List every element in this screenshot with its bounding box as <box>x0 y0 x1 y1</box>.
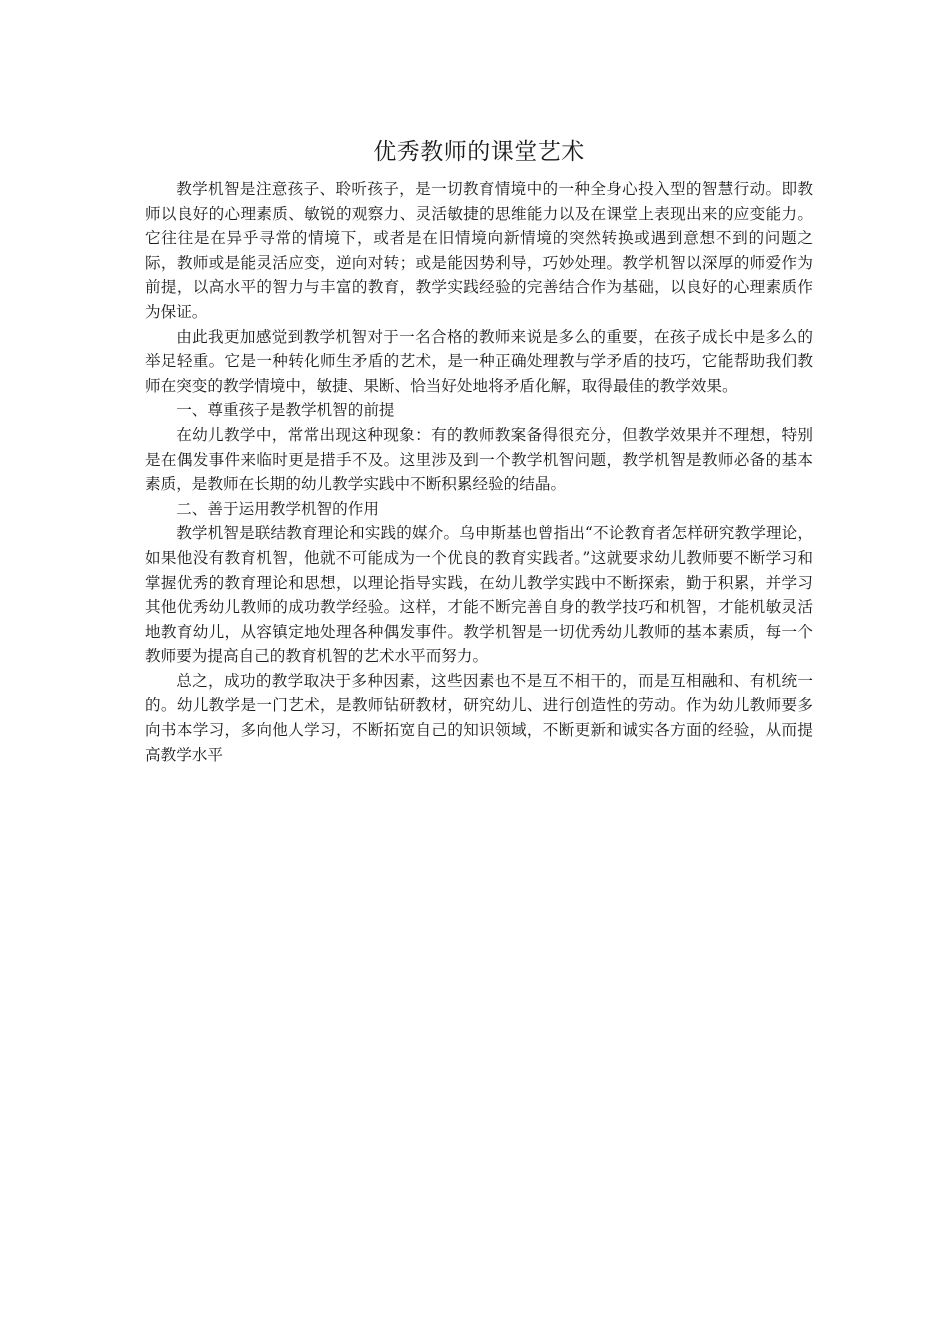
paragraph-5: 总之，成功的教学取决于多种因素，这些因素也不是互不相干的，而是互相融和、有机统一的。幼儿教学是一门艺术，是教师钻研教材，研究幼儿、进行创造性的劳动。作为幼儿教师要多向书本学习，多向他人学习，不断拓宽自己的知识领域，不断更新和诚实各方面的经验，从而提高教学水平 <box>145 671 813 764</box>
section-heading-2: 二、善于运用教学机智的作用 <box>176 499 379 518</box>
paragraph-2: 由此我更加感觉到教学机智对于一名合格的教师来说是多么的重要，在孩子成长中是多么的举足轻重。它是一种转化师生矛盾的艺术，是一种正确处理教与学矛盾的技巧，它能帮助我们教师在突变的教学情境中，敏捷、果断、恰当好处地将矛盾化解，取得最佳的教学效果。 <box>145 327 813 395</box>
paragraph-3: 在幼儿教学中，常常出现这种现象：有的教师教案备得很充分，但教学效果并不理想，特别是在偶发事件来临时更是措手不及。这里涉及到一个教学机智问题，教学机智是教师必备的基本素质，是教师在长期的幼儿教学实践中不断积累经验的结晶。 <box>145 425 813 494</box>
section-heading-1: 一、尊重孩子是教学机智的前提 <box>176 401 395 420</box>
document-page <box>145 135 813 767</box>
document-title: 优秀教师的课堂艺术 <box>373 139 585 165</box>
paragraph-1: 教学机智是注意孩子、聆听孩子，是一切教育情境中的一种全身心投入型的智慧行动。即教师以良好的心理素质、敏锐的观察力、灵活敏捷的思维能力以及在课堂上表现出来的应变能力。它往往是在异乎寻常的情境下，或者是在旧情境向新情境的突然转换或遇到意想不到的问题之际，教师或是能灵活应变，逆向对转；或是能因势利导，巧妙处理。教学机智以深厚的师爱作为前提，以高水平的智力与丰富的教育，教学实践经验的完善结合作为基础，以良好的心理素质作为保证。 <box>145 180 813 321</box>
paragraph-4: 教学机智是联结教育理论和实践的媒介。乌申斯基也曾指出“不论教育者怎样研究教学理论，如果他没有教育机智，他就不可能成为一个优良的教育实践者。”这就要求幼儿教师要不断学习和掌握优秀的教育理论和思想，以理论指导实践，在幼儿教学实践中不断探索，勤于积累，并学习其他优秀幼儿教师的成功教学经验。这样，才能不断完善自身的教学技巧和机智，才能机敏灵活地教育幼儿，从容镇定地处理各种偶发事件。教学机智是一切优秀幼儿教师的基本素质，每一个教师要为提高自己的教育机智的艺术水平而努力。 <box>145 524 813 666</box>
